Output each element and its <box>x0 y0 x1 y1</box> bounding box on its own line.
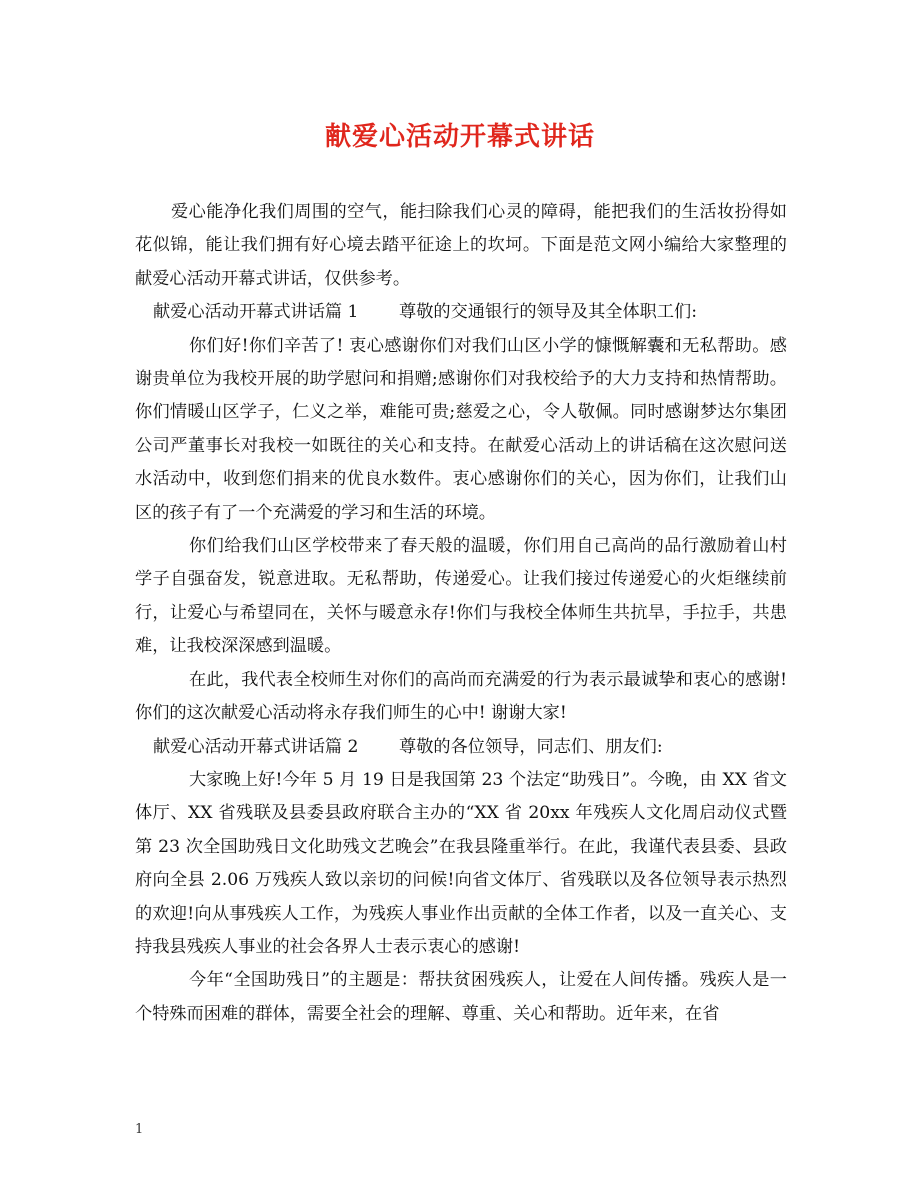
section1-paragraph-2: 你们给我们山区学校带来了春天般的温暖，你们用自己高尚的品行激励着山村学子自强奋发，锐意进取。无私帮助，传递爱心。让我们接过传递爱心的火炬继续前行，让爱心与希望同在，关怀与暖意永存!你们与我校全体师生共抗旱，手拉手，共患难，让我校深深感到温暖。 <box>135 536 787 657</box>
section2-paragraph-2: 今年“全国助残日”的主题是：帮扶贫困残疾人，让爱在人间传播。残疾人是一个特殊而困难的群体，需要全社会的理解、尊重、关心和帮助。近年来，在省 <box>135 970 787 1024</box>
page-number: 1 <box>135 1122 144 1137</box>
document-title: 献爱心活动开幕式讲话 <box>324 122 595 152</box>
section1-paragraph-1: 你们好!你们辛苦了! 衷心感谢你们对我们山区小学的慷慨解囊和无私帮助。感谢贵单位为我校开展的助学慰问和捐赠;感谢你们对我校给予的大力支持和热情帮助。你们情暖山区学子，仁义之举，难能可贵;慈爱之心，令人敬佩。同时感谢梦达尔集团公司严董事长对我校一如既往的关心和支持。在献爱心活动上的讲话稿在这次慰问送水活动中，收到您们捐来的优良水数件。衷心感谢你们的关心，因为你们，让我们山区的孩子有了一个充满爱的学习和生活的环境。 <box>135 335 787 523</box>
section-heading-2 <box>135 731 787 764</box>
section-label-2: 献爱心活动开幕式讲话篇 2 <box>153 736 359 757</box>
section2-paragraph-1: 大家晚上好!今年 5 月 19 日是我国第 23 个法定“助残日”。今晚，由 XX 省文体厅、XX 省残联及县委县政府联合主办的“XX 省 20xx 年残疾人文化周启动仪式暨第 23 次全国助残日文化助残文艺晚会”在我县隆重举行。在此，我谨代表县委、县政府向全县 2.06 万残疾人致以亲切的问候!向省文体厅、省残联以及各位领导表示热烈的欢迎!向从事残疾人工作，为残疾人事业作出贡献的全体工作者，以及一直关心、支持我县残疾人事业的社会各界人士表示衷心的感谢! <box>135 769 787 957</box>
document-body <box>135 196 787 1031</box>
section-heading-1 <box>135 296 787 329</box>
salutation-1: 尊敬的交通银行的领导及其全体职工们: <box>399 302 697 323</box>
section1-paragraph-3: 在此，我代表全校师生对你们的高尚而充满爱的行为表示最诚挚和衷心的感谢!你们的这次献爱心活动将永存我们师生的心中! 谢谢大家! <box>135 669 787 724</box>
intro-paragraph: 爱心能净化我们周围的空气，能扫除我们心灵的障碍，能把我们的生活妆扮得如花似锦，能让我们拥有好心境去踏平征途上的坎坷。下面是范文网小编给大家整理的献爱心活动开幕式讲话，仅供参考。 <box>135 202 787 289</box>
salutation-2: 尊敬的各位领导，同志们、朋友们: <box>399 736 663 757</box>
section-label-1: 献爱心活动开幕式讲话篇 1 <box>153 302 359 323</box>
